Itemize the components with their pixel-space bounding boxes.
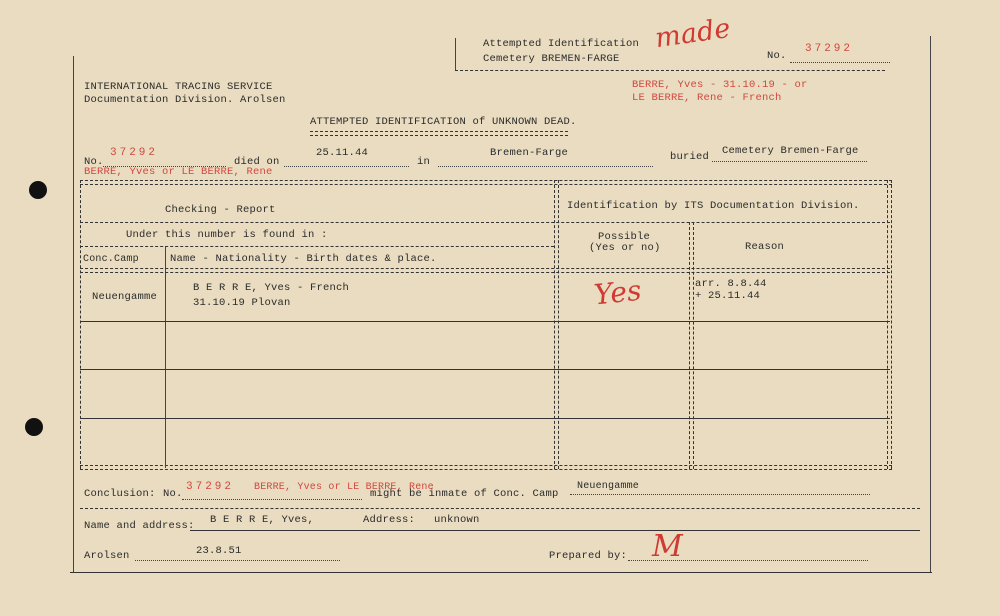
org-line1: INTERNATIONAL TRACING SERVICE — [84, 81, 273, 93]
checking-report-heading: Checking - Report — [165, 204, 276, 216]
header-no-label: No. — [767, 50, 787, 62]
org-line2: Documentation Division. Arolsen — [84, 94, 286, 106]
died-on-label: died on — [234, 156, 280, 168]
name-address-label: Name and address: — [84, 520, 195, 532]
under-number-text: Under this number is found in : — [126, 229, 328, 241]
in-label: in — [417, 156, 431, 168]
name-address-line — [190, 530, 920, 531]
name-line2: LE BERRE, Rene - French — [632, 92, 782, 104]
section-divider — [80, 508, 920, 509]
footer-name-value: B E R R E, Yves, — [210, 514, 315, 526]
punch-hole — [29, 181, 47, 199]
record-alias: BERRE, Yves or LE BERRE, Rene — [84, 166, 273, 178]
address-label: Address: — [363, 514, 416, 526]
header-no-value: 37292 — [805, 43, 854, 55]
left-border — [73, 56, 74, 572]
conclusion-label: Conclusion: — [84, 488, 156, 500]
row1-name-line2: 31.10.19 Plovan — [193, 297, 291, 309]
row1-name-line1: B E R R E, Yves - French — [193, 282, 350, 294]
table-row-line — [80, 246, 554, 247]
possible-heading: Possible — [598, 231, 651, 243]
table-row-line — [80, 369, 890, 370]
identification-heading: Identification by ITS Documentation Division. — [567, 200, 860, 212]
table-divider — [165, 246, 166, 468]
name-column-header: Name - Nationality - Birth dates & place. — [170, 253, 437, 265]
title-underline — [310, 131, 568, 136]
address-value: unknown — [434, 514, 480, 526]
in-value: Bremen-Farge — [490, 147, 569, 159]
header-box-line2: Cemetery BREMEN-FARGE — [483, 53, 620, 65]
table-row-line — [80, 418, 890, 419]
name-line1: BERRE, Yves - 31.10.19 - or — [632, 79, 808, 91]
footer-place: Arolsen — [84, 550, 130, 562]
table-divider — [554, 180, 559, 469]
header-box-line1: Attempted Identification — [483, 38, 640, 50]
possible-subheading: (Yes or no) — [589, 242, 661, 254]
prepared-by-label: Prepared by: — [549, 550, 628, 562]
dotted-line — [438, 166, 653, 167]
dotted-line — [284, 166, 409, 167]
table-right-border — [887, 180, 892, 469]
buried-label: buried — [670, 151, 710, 163]
dotted-line — [790, 62, 890, 63]
footer-date: 23.8.51 — [196, 545, 242, 557]
dotted-line — [182, 499, 362, 500]
table-row-line — [80, 222, 890, 223]
row1-camp: Neuengamme — [92, 291, 158, 303]
row1-reason-line2: + 25.11.44 — [695, 290, 761, 302]
conclusion-camp: Neuengamme — [577, 481, 640, 492]
table-row-line — [80, 321, 890, 322]
camp-column-header: Conc.Camp — [83, 254, 139, 265]
conclusion-inmate-text: might be inmate of Conc. Camp — [370, 488, 559, 500]
right-border — [930, 36, 931, 572]
table-divider — [689, 222, 694, 469]
document-title: ATTEMPTED IDENTIFICATION of UNKNOWN DEAD. — [310, 116, 577, 128]
handwritten-note: made — [653, 12, 733, 55]
conclusion-names: BERRE, Yves or LE BERRE, Rene — [254, 482, 434, 493]
header-box-left — [455, 38, 456, 70]
dotted-line — [712, 161, 867, 162]
reason-heading: Reason — [745, 241, 785, 253]
header-box-bottom — [455, 70, 885, 71]
table-left-border — [80, 180, 81, 469]
buried-value: Cemetery Bremen-Farge — [722, 145, 859, 157]
dotted-line — [570, 494, 870, 495]
conclusion-no-label: No. — [163, 488, 183, 500]
conclusion-no-value: 37292 — [186, 481, 235, 493]
signature-initial: M — [652, 529, 683, 564]
table-top-border — [80, 180, 892, 185]
punch-hole — [25, 418, 43, 436]
record-no-value: 37292 — [110, 147, 159, 159]
row1-possible: Yes — [592, 273, 644, 312]
table-header-line — [80, 268, 890, 273]
record-no-label: No. — [84, 156, 104, 168]
row1-reason-line1: arr. 8.8.44 — [695, 278, 767, 290]
dotted-line — [135, 560, 340, 561]
bottom-border — [70, 572, 932, 573]
table-bottom-border — [80, 465, 892, 470]
died-on-value: 25.11.44 — [316, 147, 369, 159]
